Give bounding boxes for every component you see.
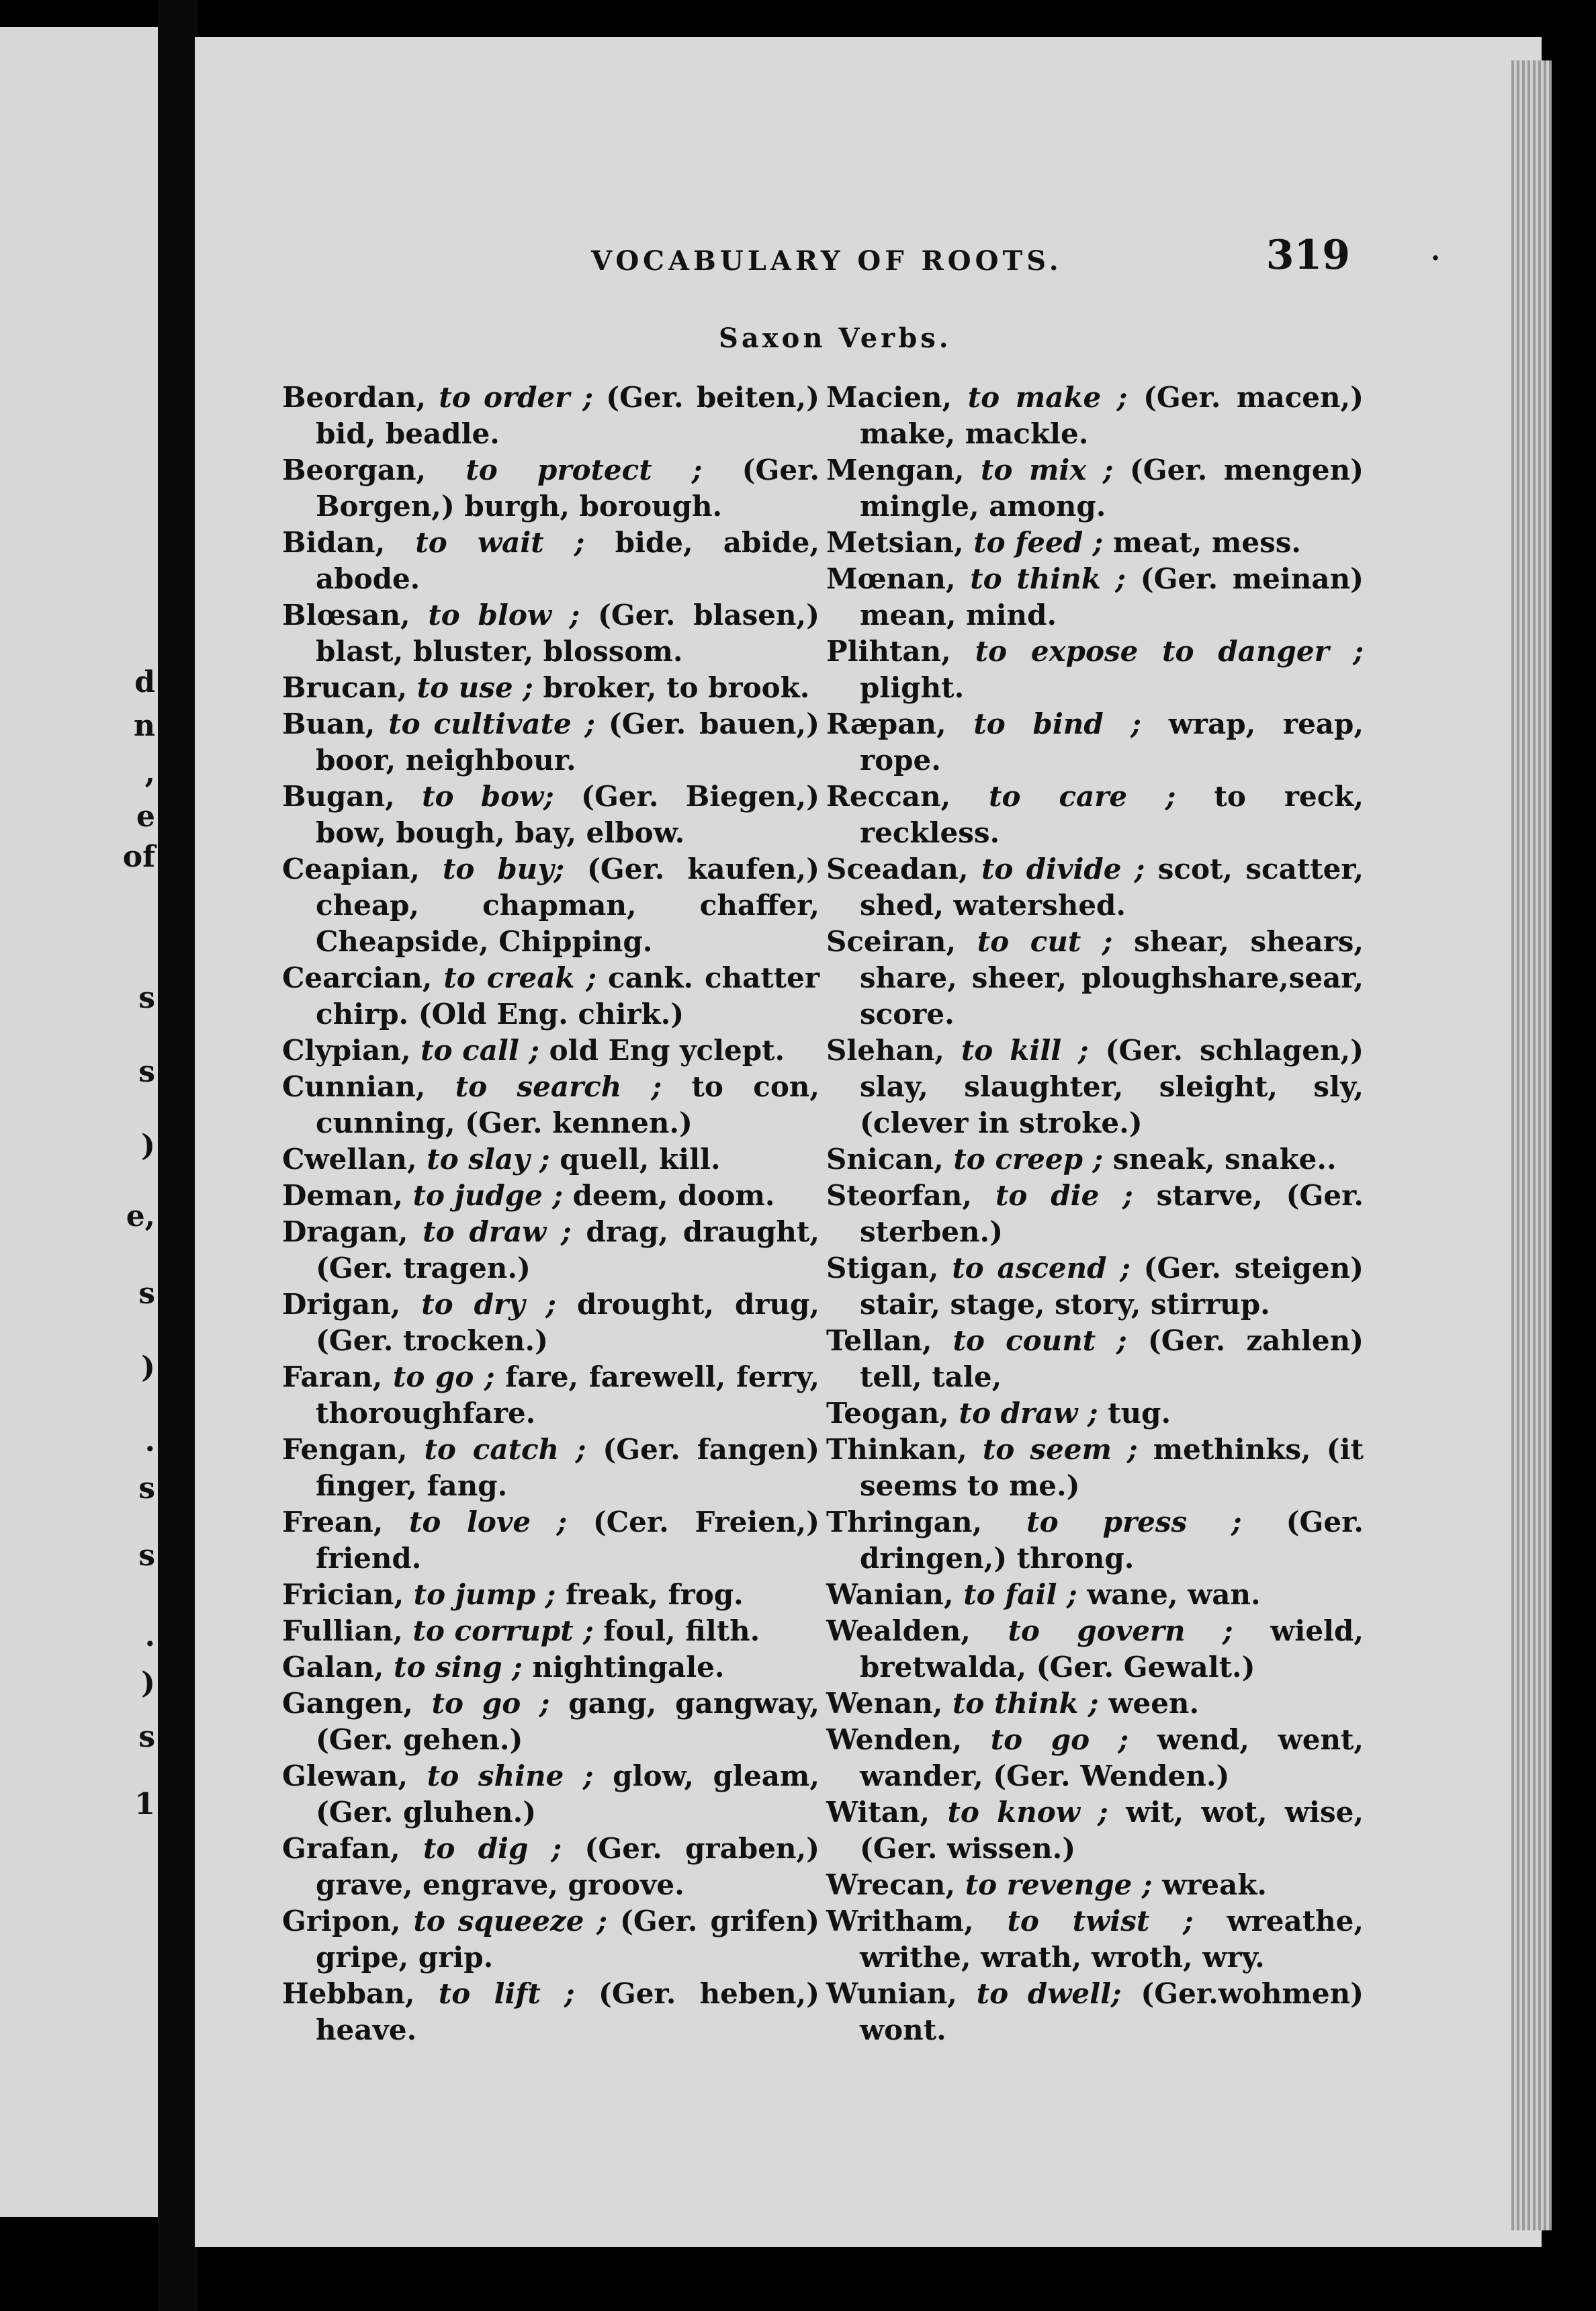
vocabulary-entry <box>282 1432 819 1504</box>
entry-gloss: to call ; <box>420 1034 539 1067</box>
entry-gloss: to seem ; <box>982 1433 1138 1466</box>
entry-derivatives: (Ger. beiten,) bid, beadle. <box>316 381 820 450</box>
page-stack-edge <box>1511 60 1552 2230</box>
entry-gloss: to squeeze ; <box>413 1905 607 1937</box>
entry-headword: Stigan, <box>826 1252 939 1284</box>
entry-headword: Bidan, <box>282 526 386 559</box>
entry-derivatives: cank. chatter chirp. (Old Eng. chirk.) <box>316 961 819 1031</box>
entry-derivatives: (Ger. Borgen,) burgh, borough. <box>316 453 819 523</box>
facing-page-glyph: s <box>138 1720 155 1754</box>
entry-derivatives: wrap, reap, rope. <box>860 707 1364 777</box>
vocabulary-entry <box>282 1141 819 1178</box>
entry-derivatives: gang, gangway, (Ger. gehen.) <box>316 1687 820 1756</box>
entry-derivatives: drought, drug, (Ger. trocken.) <box>316 1288 820 1357</box>
vocabulary-entry <box>282 1359 819 1432</box>
entry-headword: Wanian, <box>826 1578 954 1611</box>
facing-page-glyph: . <box>144 1424 155 1458</box>
entry-headword: Steorfan, <box>826 1179 973 1212</box>
entry-gloss: to buy; <box>442 853 565 885</box>
entry-headword: Wenden, <box>826 1723 963 1756</box>
entry-gloss: to bow; <box>422 780 554 813</box>
entry-headword: Buan, <box>282 707 375 740</box>
vocabulary-entry <box>282 1577 819 1613</box>
entry-derivatives: plight. <box>860 671 965 704</box>
entry-headword: Brucan, <box>282 671 408 704</box>
vocabulary-entry <box>826 1613 1364 1686</box>
entry-gloss: to corrupt ; <box>412 1614 594 1647</box>
book-gutter <box>158 0 198 2311</box>
vocabulary-entry <box>282 1976 819 2048</box>
facing-page-edge <box>0 27 158 2217</box>
entry-headword: Faran, <box>282 1360 383 1393</box>
vocabulary-entry <box>826 452 1364 525</box>
entry-headword: Bugan, <box>282 780 395 813</box>
entry-derivatives: nightingale. <box>532 1651 725 1684</box>
vocabulary-entry <box>826 1577 1364 1613</box>
entry-derivatives: wreak. <box>1162 1868 1268 1901</box>
entry-headword: Wealden, <box>826 1614 971 1647</box>
entry-gloss: to expose to danger ; <box>975 635 1364 668</box>
entry-gloss: to think ; <box>970 562 1126 595</box>
vocabulary-entry <box>826 779 1364 851</box>
entry-headword: Fengan, <box>282 1433 408 1466</box>
entry-headword: Wenan, <box>826 1687 943 1720</box>
entry-derivatives: sneak, snake.. <box>1112 1143 1337 1176</box>
facing-page-glyph: ) <box>141 1350 155 1385</box>
entry-derivatives: (Cer. Freien,) friend. <box>316 1506 819 1575</box>
vocabulary-entry <box>826 380 1364 452</box>
entry-headword: Cearcian, <box>282 961 433 994</box>
entry-headword: Cunnian, <box>282 1070 426 1103</box>
vocabulary-entry <box>282 960 819 1033</box>
entry-headword: Metsian, <box>826 526 964 559</box>
entry-headword: Cwellan, <box>282 1143 417 1176</box>
entry-gloss: to know ; <box>947 1796 1108 1829</box>
entry-headword: Galan, <box>282 1651 384 1684</box>
entry-headword: Writham, <box>826 1905 974 1937</box>
entry-derivatives: (Ger. fangen) finger, fang. <box>316 1433 820 1502</box>
entry-headword: Teogan, <box>826 1397 949 1430</box>
entry-gloss: to feed ; <box>973 526 1104 559</box>
vocabulary-entry <box>826 924 1364 1033</box>
entry-derivatives: fare, farewell, ferry, thoroughfare. <box>316 1360 820 1430</box>
entry-headword: Gangen, <box>282 1687 413 1720</box>
entry-derivatives: wreathe, writhe, wrath, wroth, wry. <box>860 1905 1364 1974</box>
entry-headword: Ræpan, <box>826 707 946 740</box>
facing-page-glyph: 1 <box>134 1787 155 1821</box>
entry-derivatives: (Ger. steigen) stair, stage, story, stirrup. <box>860 1252 1364 1321</box>
vocabulary-entry <box>826 1504 1364 1577</box>
facing-page-glyph: e <box>136 799 155 834</box>
entry-headword: Thinkan, <box>826 1433 967 1466</box>
entry-derivatives: to con, cunning, (Ger. kennen.) <box>316 1070 820 1139</box>
entry-derivatives: (Ger. bauen,) boor, neighbour. <box>316 707 819 777</box>
entry-derivatives: foul, filth. <box>603 1614 760 1647</box>
vocabulary-entry <box>282 452 819 525</box>
vocabulary-entry <box>826 561 1364 634</box>
entry-headword: Beordan, <box>282 381 427 414</box>
entry-gloss: to draw ; <box>959 1397 1098 1430</box>
vocabulary-entry <box>282 1287 819 1359</box>
vocabulary-entry <box>826 1722 1364 1794</box>
entry-gloss: to protect ; <box>466 453 703 486</box>
facing-page-glyph: , <box>144 756 155 790</box>
entry-derivatives: deem, doom. <box>572 1179 775 1212</box>
entry-gloss: to love ; <box>408 1506 568 1538</box>
entry-headword: Deman, <box>282 1179 403 1212</box>
entry-derivatives: (Ger. grifen) gripe, grip. <box>316 1905 819 1974</box>
vocabulary-entry <box>282 851 819 960</box>
vocabulary-entry <box>826 1686 1364 1722</box>
facing-page-glyph: ) <box>141 1666 155 1700</box>
entry-derivatives: shear, shears, share, sheer, ploughshare,sear, score. <box>860 925 1364 1031</box>
entry-headword: Tellan, <box>826 1324 932 1357</box>
entry-gloss: to ascend ; <box>952 1252 1130 1284</box>
entry-gloss: to cultivate ; <box>388 707 596 740</box>
vocabulary-entry <box>282 1033 819 1069</box>
entry-derivatives: scot, scatter, shed, watershed. <box>860 853 1364 922</box>
entry-derivatives: (Ger. schlagen,) slay, slaughter, sleight, sly, (clever in stroke.) <box>860 1034 1364 1139</box>
entry-gloss: to cut ; <box>977 925 1113 958</box>
entry-derivatives: tug. <box>1108 1397 1171 1430</box>
entry-gloss: to go ; <box>990 1723 1129 1756</box>
facing-page-glyph: e, <box>126 1199 155 1233</box>
entry-headword: Beorgan, <box>282 453 427 486</box>
entry-derivatives: (Ger. macen,) make, mackle. <box>860 381 1364 450</box>
entry-gloss: to make ; <box>967 381 1128 414</box>
entry-derivatives: wield, bretwalda, (Ger. Gewalt.) <box>860 1614 1364 1684</box>
entry-gloss: to blow ; <box>428 599 580 631</box>
entry-headword: Clypian, <box>282 1034 411 1067</box>
entry-gloss: to dig ; <box>423 1832 562 1865</box>
facing-page-glyph: s <box>138 981 155 1015</box>
entry-headword: Sceadan, <box>826 853 969 885</box>
entry-derivatives: wit, wot, wise, (Ger. wissen.) <box>860 1796 1364 1865</box>
vocabulary-entry <box>826 1323 1364 1395</box>
entry-headword: Ceapian, <box>282 853 420 885</box>
header-bullet: · <box>1431 243 1440 274</box>
facing-page-glyph: . <box>144 1619 155 1653</box>
entry-headword: Gripon, <box>282 1905 401 1937</box>
vocabulary-entry <box>282 525 819 597</box>
entry-derivatives: (Ger. zahlen) tell, tale, <box>860 1324 1364 1393</box>
entry-gloss: to catch ; <box>424 1433 586 1466</box>
entry-headword: Blœsan, <box>282 599 410 631</box>
entry-gloss: to kill ; <box>961 1034 1089 1067</box>
entry-gloss: to think ; <box>952 1687 1099 1720</box>
section-title: Saxon Verbs. <box>719 322 952 354</box>
running-head: VOCABULARY OF ROOTS. <box>591 245 1063 277</box>
entry-gloss: to fail ; <box>963 1578 1077 1611</box>
entry-headword: Mœnan, <box>826 562 956 595</box>
entry-derivatives: ween. <box>1108 1687 1200 1720</box>
vocabulary-entry <box>826 634 1364 706</box>
entry-derivatives: (Ger. blasen,) blast, bluster, blossom. <box>316 599 820 668</box>
entry-headword: Wrecan, <box>826 1868 956 1901</box>
vocabulary-entry <box>282 1649 819 1686</box>
entry-gloss: to sing ; <box>394 1651 523 1684</box>
entry-gloss: to wait ; <box>415 526 585 559</box>
entry-derivatives: broker, to brook. <box>543 671 810 704</box>
entry-derivatives: (Ger.wohmen) wont. <box>860 1977 1364 2046</box>
vocabulary-entry <box>826 1903 1364 1976</box>
entry-derivatives: (Ger. mengen) mingle, among. <box>860 453 1364 523</box>
vocabulary-entry <box>826 1794 1364 1867</box>
entry-derivatives: wane, wan. <box>1087 1578 1261 1611</box>
entry-gloss: to use ; <box>416 671 533 704</box>
entry-gloss: to jump ; <box>413 1578 556 1611</box>
vocabulary-entry <box>282 670 819 706</box>
vocabulary-entry <box>826 706 1364 779</box>
vocabulary-entry <box>282 1069 819 1141</box>
page-number: 319 <box>1266 232 1350 279</box>
entry-gloss: to creak ; <box>443 961 597 994</box>
entry-headword: Sceiran, <box>826 925 957 958</box>
facing-page-glyph: of <box>122 840 155 874</box>
entry-derivatives: meat, mess. <box>1112 526 1301 559</box>
entry-derivatives: wend, went, wander, (Ger. Wenden.) <box>860 1723 1364 1792</box>
entry-headword: Plihtan, <box>826 635 951 668</box>
entry-headword: Hebban, <box>282 1977 415 2010</box>
entry-derivatives: (Ger. heben,) heave. <box>316 1977 820 2046</box>
vocabulary-entry <box>826 1976 1364 2048</box>
entry-gloss: to shine ; <box>427 1759 594 1792</box>
vocabulary-entry <box>826 1867 1364 1903</box>
facing-page-cropped-text <box>122 27 158 2217</box>
entry-gloss: to slay ; <box>427 1143 550 1176</box>
vocabulary-entry <box>282 706 819 779</box>
entry-derivatives: methinks, (it seems to me.) <box>860 1433 1364 1502</box>
entry-headword: Slehan, <box>826 1034 944 1067</box>
entry-gloss: to press ; <box>1026 1506 1242 1538</box>
entry-gloss: to care ; <box>989 780 1176 813</box>
vocabulary-entry <box>282 779 819 851</box>
entry-gloss: to die ; <box>995 1179 1133 1212</box>
entry-derivatives: starve, (Ger. sterben.) <box>860 1179 1364 1248</box>
entry-gloss: to judge ; <box>412 1179 563 1212</box>
entry-gloss: to revenge ; <box>965 1868 1153 1901</box>
entry-headword: Fullian, <box>282 1614 403 1647</box>
entry-gloss: to go ; <box>392 1360 495 1393</box>
entry-headword: Drigan, <box>282 1288 401 1321</box>
vocabulary-entry <box>826 1178 1364 1250</box>
vocabulary-entry <box>282 1686 819 1758</box>
page-header <box>396 232 1440 292</box>
entry-headword: Grafan, <box>282 1832 400 1865</box>
facing-page-glyph: s <box>138 1471 155 1506</box>
entry-derivatives: glow, gleam, (Ger. gluhen.) <box>316 1759 819 1829</box>
entry-headword: Frean, <box>282 1506 384 1538</box>
entry-gloss: to count ; <box>952 1324 1127 1357</box>
entry-headword: Wunian, <box>826 1977 957 2010</box>
entry-gloss: to bind ; <box>973 707 1141 740</box>
entry-headword: Frician, <box>282 1578 404 1611</box>
facing-page-glyph: d <box>134 665 155 699</box>
entry-derivatives: (Ger. meinan) mean, mind. <box>860 562 1364 631</box>
entry-gloss: to order ; <box>439 381 594 414</box>
entry-gloss: to twist ; <box>1007 1905 1194 1937</box>
vocabulary-entry <box>826 1250 1364 1323</box>
entry-headword: Snican, <box>826 1143 944 1176</box>
entry-gloss: to go ; <box>431 1687 550 1720</box>
vocabulary-entry <box>826 1432 1364 1504</box>
vocabulary-entry <box>826 851 1364 924</box>
vocabulary-entry <box>282 1831 819 1903</box>
entry-derivatives: freak, frog. <box>566 1578 744 1611</box>
facing-page-glyph: ) <box>141 1129 155 1163</box>
entry-headword: Dragan, <box>282 1215 408 1248</box>
vocabulary-entry <box>826 1033 1364 1141</box>
entry-derivatives: (Ger. Biegen,) bow, bough, bay, elbow. <box>316 780 820 849</box>
entry-gloss: to govern ; <box>1008 1614 1233 1647</box>
entry-gloss: to divide ; <box>981 853 1145 885</box>
vocabulary-entry <box>282 597 819 670</box>
vocabulary-entry <box>282 380 819 452</box>
entry-gloss: to creep ; <box>953 1143 1104 1176</box>
vocabulary-entry <box>282 1504 819 1577</box>
vocabulary-entry <box>282 1758 819 1831</box>
entry-derivatives: (Ger. kaufen,) cheap, chapman, chaffer, Cheapside, Chipping. <box>316 853 819 958</box>
entry-headword: Reccan, <box>826 780 951 813</box>
entry-derivatives: to reck, reckless. <box>860 780 1364 849</box>
entry-derivatives: old Eng yclept. <box>549 1034 785 1067</box>
facing-page-glyph: n <box>134 709 155 743</box>
entry-gloss: to search ; <box>455 1070 662 1103</box>
entry-gloss: to dry ; <box>421 1288 557 1321</box>
vocabulary-entry <box>282 1903 819 1976</box>
vocabulary-entry <box>282 1214 819 1287</box>
entry-gloss: to dwell; <box>976 1977 1122 2010</box>
facing-page-glyph: s <box>138 1055 155 1089</box>
entry-headword: Thringan, <box>826 1506 983 1538</box>
entry-headword: Witan, <box>826 1796 930 1829</box>
entry-gloss: to draw ; <box>423 1215 572 1248</box>
entry-derivatives: bide, abide, abode. <box>316 526 820 595</box>
entry-gloss: to lift ; <box>438 1977 575 2010</box>
facing-page-glyph: s <box>138 1276 155 1311</box>
entry-derivatives: (Ger. dringen,) throng. <box>860 1506 1364 1575</box>
entry-headword: Glewan, <box>282 1759 408 1792</box>
vocabulary-entry <box>282 1613 819 1649</box>
entry-gloss: to mix ; <box>981 453 1114 486</box>
entry-derivatives: drag, draught, (Ger. tragen.) <box>316 1215 819 1284</box>
vocabulary-entry <box>826 525 1364 561</box>
vocabulary-entry <box>282 1178 819 1214</box>
entry-derivatives: (Ger. graben,) grave, engrave, groove. <box>316 1832 820 1901</box>
entry-headword: Mengan, <box>826 453 965 486</box>
vocabulary-entry <box>826 1141 1364 1178</box>
vocabulary-entry <box>826 1395 1364 1432</box>
left-column <box>282 380 819 2048</box>
entry-headword: Macien, <box>826 381 952 414</box>
right-column <box>826 380 1364 2048</box>
facing-page-glyph: s <box>138 1538 155 1573</box>
entry-derivatives: quell, kill. <box>560 1143 721 1176</box>
